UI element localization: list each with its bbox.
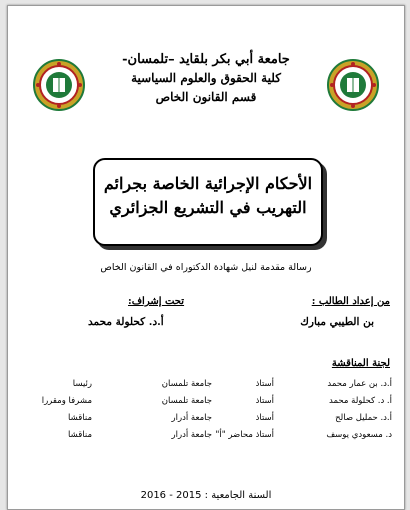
university-name: جامعة أبي بكر بلقايد –تلمسان- xyxy=(122,52,290,67)
thesis-title-line-2: التهريب في التشريع الجزائري xyxy=(109,198,307,217)
thesis-title-line-1: الأحكام الإجرائية الخاصة بجرائم xyxy=(103,174,313,193)
institution-header xyxy=(8,50,404,107)
faculty-name: كلية الحقوق والعلوم السياسية xyxy=(131,71,281,85)
jury-member-role: مناقشا xyxy=(68,430,92,440)
jury-member-name: أ. د. كحلولة محمد xyxy=(329,396,392,406)
jury-member-university: جامعة تلمسان xyxy=(161,396,212,406)
jury-member-name: د. مسعودي يوسف xyxy=(326,430,392,440)
thesis-note: رسالة مقدمة لنيل شهادة الدكتوراه في القانون الخاص xyxy=(100,262,312,273)
jury-row xyxy=(20,413,392,429)
jury-member-rank: أستاذ xyxy=(255,413,274,423)
jury-member-university: جامعة تلمسان xyxy=(161,379,212,389)
jury-member-role: مشرفا ومقررا xyxy=(41,396,92,406)
jury-member-name: أ.د. حمليل صالح xyxy=(335,413,392,423)
jury-row xyxy=(20,379,392,395)
jury-member-name: أ.د. بن عمار محمد xyxy=(327,379,392,389)
jury-title: لجنة المناقشة xyxy=(331,358,390,369)
thesis-title-box xyxy=(93,158,323,246)
document-page xyxy=(7,5,405,510)
jury-member-role: رئيسا xyxy=(72,379,92,389)
jury-row xyxy=(20,430,392,446)
jury-member-university: جامعة أدرار xyxy=(171,430,212,440)
academic-year: السنة الجامعية : 2015 - 2016 xyxy=(140,490,272,501)
supervisor-name: أ.د. كحلولة محمد xyxy=(88,316,164,328)
department-name: قسم القانون الخاص xyxy=(155,90,257,104)
jury-member-rank: أستاذ محاضر "أ" xyxy=(215,430,274,440)
supervisor-label: تحت إشراف: xyxy=(128,296,185,307)
jury-member-university: جامعة أدرار xyxy=(171,413,212,423)
student-label: من إعداد الطالب : xyxy=(311,296,390,307)
jury-member-rank: أستاذ xyxy=(255,396,274,406)
jury-member-role: مناقشا xyxy=(68,413,92,423)
jury-row xyxy=(20,396,392,412)
student-name: بن الطيبي مبارك xyxy=(300,316,374,328)
jury-member-rank: أستاذ xyxy=(255,379,274,389)
